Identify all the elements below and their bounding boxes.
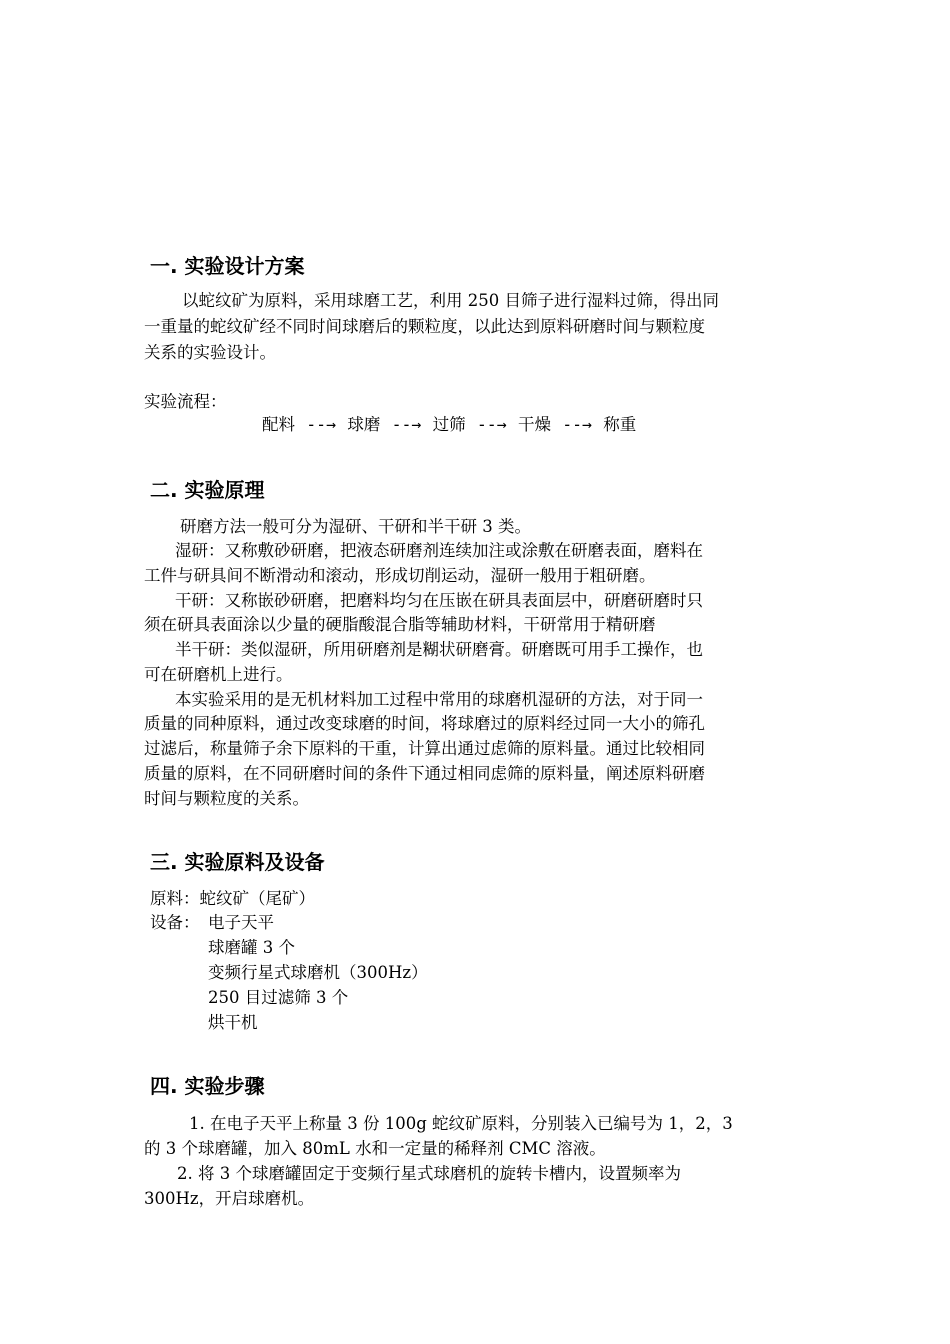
flow-step: 球磨 [347, 415, 381, 434]
paragraph-line: 质量的同种原料，通过改变球磨的时间，将球磨过的原料经过同一大小的筛孔 [144, 714, 705, 733]
arrow-right-icon: --→ [391, 415, 422, 434]
flow-step: 干燥 [517, 415, 551, 434]
step-line: 2. 将 3 个球磨罐固定于变频行星式球磨机的旋转卡槽内，设置频率为 [177, 1164, 681, 1183]
section-heading-materials: 三. 实验原料及设备 [150, 850, 325, 874]
paragraph-line: 关系的实验设计。 [144, 343, 276, 362]
process-flow [262, 412, 642, 437]
paragraph-line: 工件与研具间不断滑动和滚动，形成切削运动，湿研一般用于粗研磨。 [144, 566, 656, 585]
paragraph-line: 须在研具表面涂以少量的硬脂酸混合脂等辅助材料，干研常用于精研磨 [144, 615, 656, 634]
section-heading-design: 一. 实验设计方案 [150, 254, 305, 278]
equipment-item: 变频行星式球磨机（300Hz） [208, 963, 428, 982]
step-line: 1. 在电子天平上称量 3 份 100g 蛇纹矿原料，分别装入已编号为 1，2，3 [189, 1114, 733, 1133]
arrow-right-icon: --→ [306, 415, 337, 434]
section-heading-principle: 二. 实验原理 [150, 478, 265, 502]
flow-step: 称重 [603, 415, 637, 434]
flow-label: 实验流程： [144, 392, 227, 411]
equipment-item: 烘干机 [208, 1013, 258, 1032]
paragraph-line: 一重量的蛇纹矿经不同时间球磨后的颗粒度，以此达到原料研磨时间与颗粒度 [144, 317, 705, 336]
step-line: 的 3 个球磨罐，加入 80mL 水和一定量的稀释剂 CMC 溶液。 [144, 1139, 606, 1158]
equipment-item: 球磨罐 3 个 [208, 938, 295, 957]
equipment-label: 设备： [150, 913, 200, 932]
flow-step: 过筛 [432, 415, 466, 434]
step-line: 300Hz，开启球磨机。 [144, 1189, 315, 1208]
paragraph-line: 时间与颗粒度的关系。 [144, 789, 309, 808]
paragraph-line: 干研：又称嵌砂研磨，把磨料均匀在压嵌在研具表面层中，研磨研磨时只 [175, 591, 703, 610]
arrow-right-icon: --→ [476, 415, 507, 434]
arrow-right-icon: --→ [562, 415, 592, 434]
flow-step: 配料 [262, 415, 295, 434]
paragraph-line: 半干研：类似湿研，所用研磨剂是糊状研磨膏。研磨既可用手工操作，也 [175, 640, 703, 659]
paragraph-line: 质量的原料，在不同研磨时间的条件下通过相同虑筛的原料量，阐述原料研磨 [144, 764, 705, 783]
paragraph-line: 湿研：又称敷砂研磨，把液态研磨剂连续加注或涂敷在研磨表面，磨料在 [175, 541, 703, 560]
equipment-item: 250 目过滤筛 3 个 [208, 988, 349, 1007]
paragraph-line: 过滤后，称量筛子余下原料的干重，计算出通过虑筛的原料量。通过比较相同 [144, 739, 705, 758]
paragraph-line: 本实验采用的是无机材料加工过程中常用的球磨机湿研的方法，对于同一 [175, 690, 703, 709]
paragraph-line: 研磨方法一般可分为湿研、干研和半干研 3 类。 [180, 517, 531, 536]
material-line: 原料：蛇纹矿（尾矿） [150, 889, 315, 908]
paragraph-line: 可在研磨机上进行。 [144, 665, 293, 684]
equipment-item: 电子天平 [208, 913, 274, 932]
paragraph-line: 以蛇纹矿为原料，采用球磨工艺，利用 250 目筛子进行湿料过筛，得出同 [182, 291, 719, 310]
section-heading-steps: 四. 实验步骤 [150, 1074, 265, 1098]
